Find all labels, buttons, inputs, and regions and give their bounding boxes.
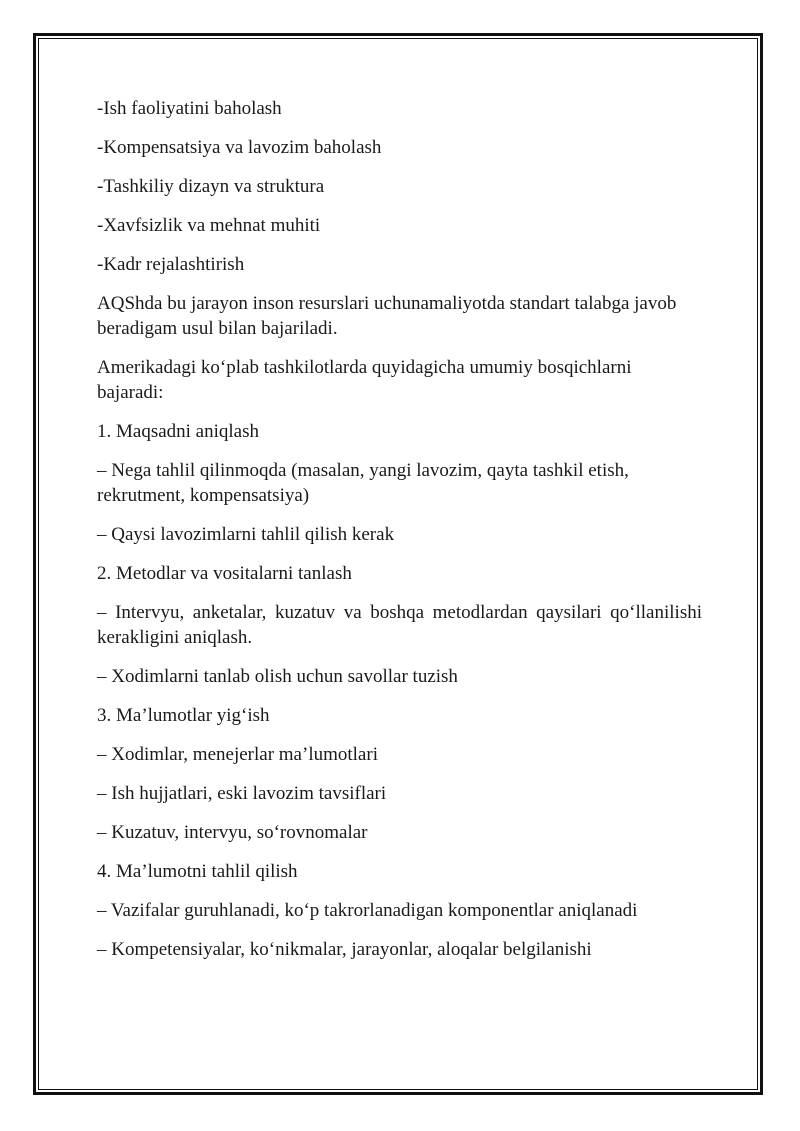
document-body [97,96,702,976]
list-item: – Qaysi lavozimlarni tahlil qilish kerak [97,524,395,545]
list-item: -Tashkiliy dizayn va struktura [97,176,325,197]
list-item: – Nega tahlil qilinmoqda (masalan, yangi lavozim, qayta tashkil etish, rekrutment, kompensatsiya) [97,460,629,506]
list-item: -Kadr rejalashtirish [97,254,245,275]
list-item: – Xodimlar, menejerlar ma’lumotlari [97,744,378,765]
paragraph: Amerikadagi ko‘plab tashkilotlarda quyidagicha umumiy bosqichlarni bajaradi: [97,357,632,403]
list-item: -Ish faoliyatini baholash [97,98,282,119]
list-item: -Xavfsizlik va mehnat muhiti [97,215,321,236]
list-item: – Kuzatuv, intervyu, so‘rovnomalar [97,822,368,843]
list-item: – Ish hujjatlari, eski lavozim tavsiflari [97,783,387,804]
list-item: -Kompensatsiya va lavozim baholash [97,137,382,158]
section-heading: 2. Metodlar va vositalarni tanlash [97,563,352,584]
paragraph: AQShda bu jarayon inson resurslari uchunamaliyotda standart talabga javob beradigam usul bilan bajariladi. [97,293,677,339]
list-item: – Xodimlarni tanlab olish uchun savollar tuzish [97,666,458,687]
list-item: – Kompetensiyalar, ko‘nikmalar, jarayonlar, aloqalar belgilanishi [97,939,592,960]
section-heading: 4. Ma’lumotni tahlil qilish [97,861,298,882]
list-item: – Intervyu, anketalar, kuzatuv va boshqa metodlardan qaysilari qo‘llanilishi kerakligini aniqlash. [97,602,702,648]
section-heading: 3. Ma’lumotlar yig‘ish [97,705,270,726]
section-heading: 1. Maqsadni aniqlash [97,421,260,442]
list-item: – Vazifalar guruhlanadi, ko‘p takrorlanadigan komponentlar aniqlanadi [97,900,638,921]
